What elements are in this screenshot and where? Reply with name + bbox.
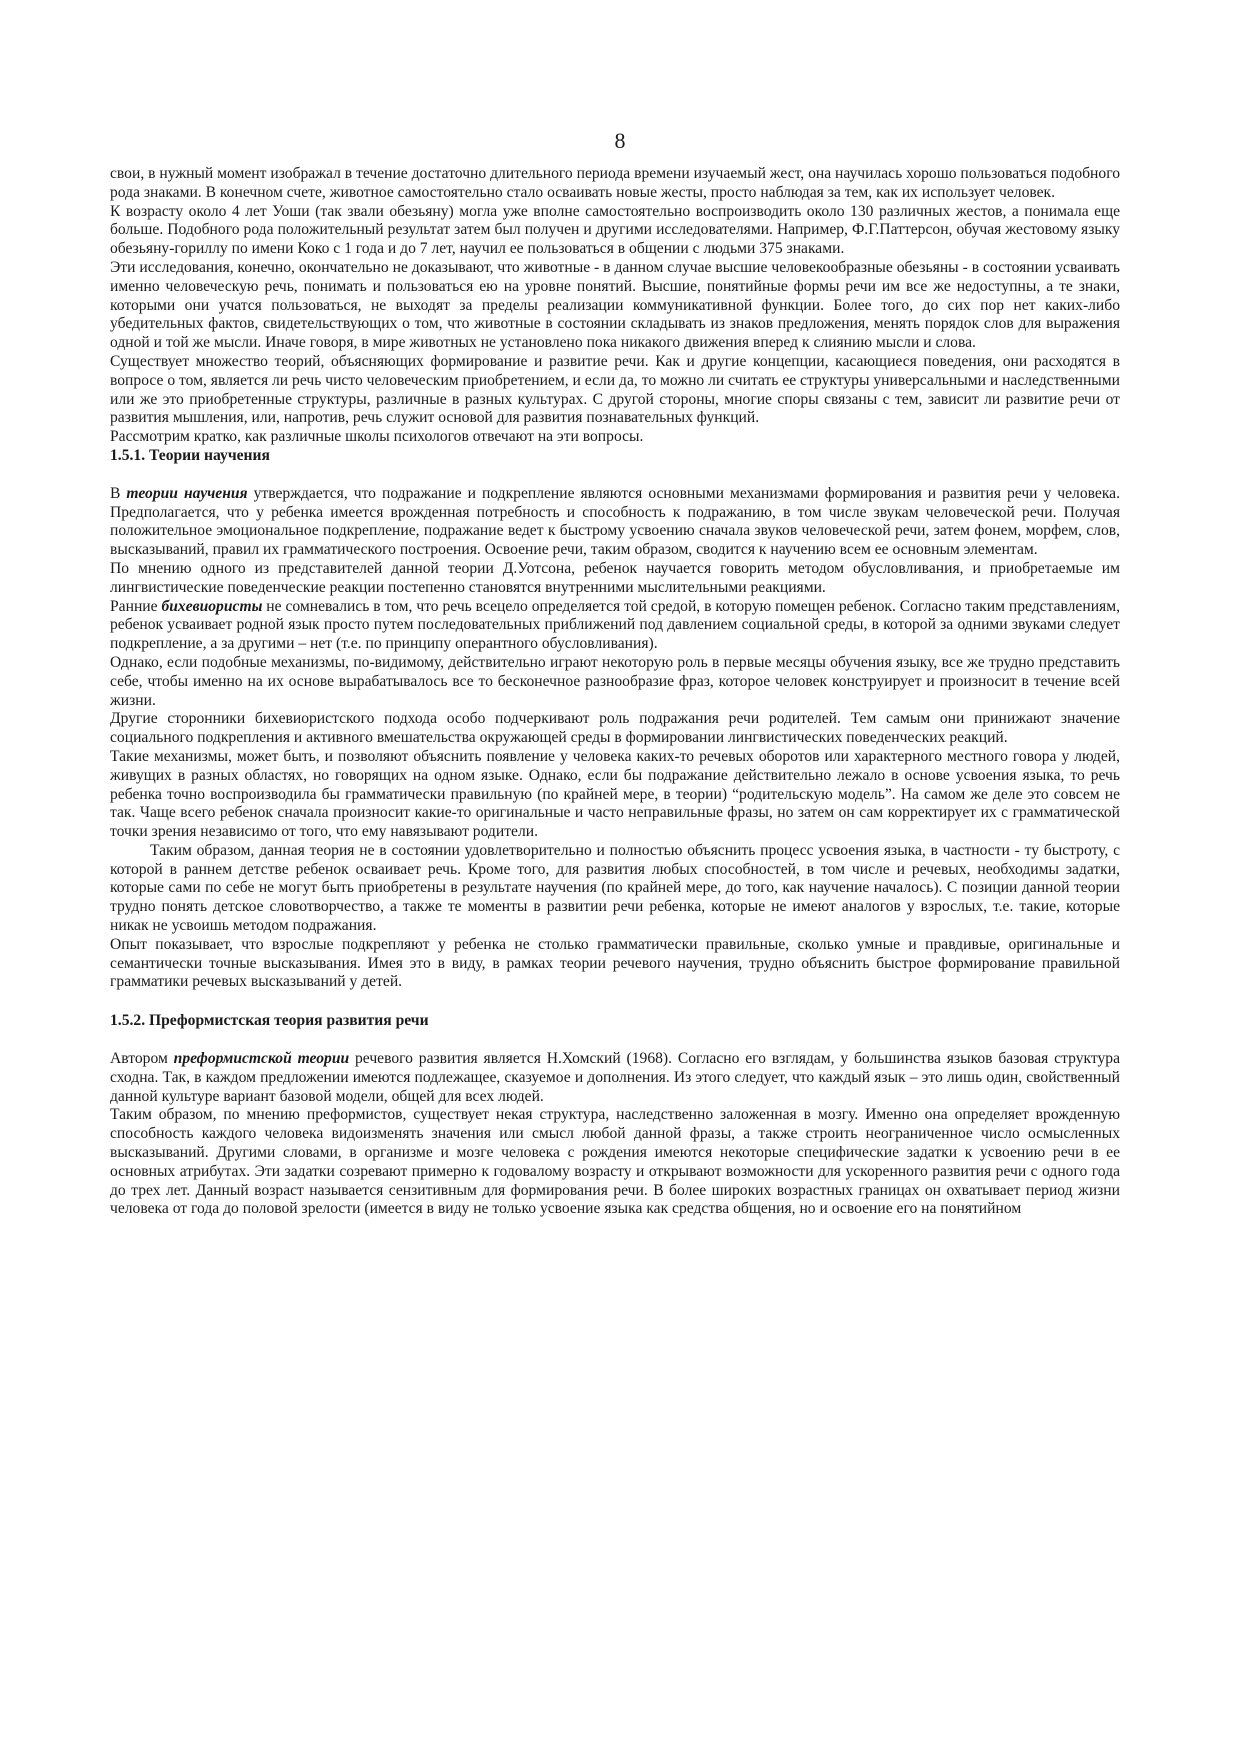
paragraph: Таким образом, данная теория не в состоянии удовлетворительно и полностью объяснить процесс усвоения языка, в частности - ту быстроту, с которой в раннем детстве ребенок осваивает речь. Кроме того, для развития любых способностей, в том числе и речевых, необходимы задатки, которые сами по себе не могут быть приобретены в результате научения (по крайней мере, до того, как научение началось). С позиции данной теории трудно понять детское словотворчество, а также те моменты в развитии речи ребенка, которые не имеют аналогов у взрослых, т.е. такие, которые никак не усвоишь методом подражания. bbox=[110, 841, 1120, 935]
paragraph bbox=[110, 598, 1120, 654]
paragraph: Рассмотрим кратко, как различные школы психологов отвечают на эти вопросы. bbox=[110, 428, 644, 446]
paragraph: Существует множество теорий, объясняющих формирование и развитие речи. Как и другие концепции, касающиеся поведения, они расходятся в вопросе о том, является ли речь чисто человеческим приобретением, и если да, то можно ли считать ее структуры универсальными и наследственными или же это приобретенные структуры, различные в разных культурах. С другой стороны, многие споры связаны с тем, зависит ли развитие речи от развития мышления, или, напротив, речь служит основой для развития познавательных функций. bbox=[110, 352, 1120, 427]
paragraph: К возрасту около 4 лет Уоши (так звали обезьяну) могла уже вполне самостоятельно воспроизводить около 130 различных жестов, а понимала еще больше. Подобного рода положительный результат затем был получен и другими исследователями. Например, Ф.Г.Паттерсон, обучая жестовому языку обезьяну-гориллу по имени Коко с 1 года и до 7 лет, научил ее пользоваться в общении с людьми 375 знаками. bbox=[110, 202, 1120, 258]
text-run: утверждается, что подражание и подкрепление являются основными механизмами формирования и развития речи у человека. Предполагается, что у ребенка имеется врожденная потребность и способность к подражанию, в том числе звукам человеческой речи. Получая положительное эмоциональное подкрепление, подражание ведет к быстрому усвоению сначала звуков человеческой речи, затем фонем, морфем, слов, высказываний, правил их грамматического построения. Освоение речи, таким образом, сводится к научению всем ее основным элементам. bbox=[110, 484, 1120, 559]
text-run: не сомневались в том, что речь всецело определяется той средой, в которую помещен ребенок. Согласно таким представлениям, ребенок усваивает родной язык просто путем последовательных приближений под давлением социальной среды, в которой за одними звуками следует подкрепление, а за другими – нет (т.е. по принципу оперантного обусловливания). bbox=[110, 597, 1120, 653]
paragraph bbox=[110, 1050, 1120, 1106]
page-number: 8 bbox=[614, 128, 626, 153]
text-run: речевого развития является Н.Хомский (1968). Согласно его взглядам, у большинства языков базовая структура сходна. Так, в каждом предложении имеются подлежащее, сказуемое и дополнения. Из этого следует, что каждый язык – это лишь один, свойственный данной культуре вариант базовой модели, общей для всех людей. bbox=[110, 1050, 1120, 1105]
text-run: В bbox=[110, 484, 127, 502]
term: теории научения bbox=[126, 484, 248, 502]
paragraph: Другие сторонники бихевиористского подхода особо подчеркивают роль подражания речи родителей. Тем самым они принижают значение социального подкрепления и активного вмешательства окружающей среды в формировании лингвистических поведенческих реакций. bbox=[110, 710, 1120, 747]
page-content bbox=[110, 165, 1120, 1219]
paragraph: свои, в нужный момент изображал в течение достаточно длительного периода времени изучаемый жест, она научилась хорошо пользоваться подобного рода знаками. В конечном счете, животное самостоятельно стало осваивать новые жесты, просто наблюдая за тем, как их использует человек. bbox=[110, 165, 1121, 201]
paragraph: Такие механизмы, может быть, и позволяют объяснить появление у человека каких-то речевых оборотов или характерного местного говора у людей, живущих в разных областях, но говорящих на одном языке. Однако, если бы подражание действительно лежало в основе усвоения языка, то речь ребенка точно воспроизводила бы грамматически правильную (по крайней мере, в теории) “родительскую модель”. На самом же деле это совсем не так. Чаще всего ребенок сначала произносит какие-то оригинальные и часто неправильные фразы, но затем он сам корректирует их с грамматической точки зрения независимо от того, что ему навязывают родители. bbox=[110, 747, 1120, 841]
section-heading-preformist-theory: 1.5.2. Преформистская теория развития речи bbox=[110, 1012, 429, 1030]
term: преформистской теории bbox=[173, 1050, 350, 1068]
term: бихевиористы bbox=[161, 597, 263, 615]
paragraph bbox=[110, 485, 1120, 560]
paragraph: По мнению одного из представителей данной теории Д.Уотсона, ребенок научается говорить методом обусловливания, и приобретаемые им лингвистические поведенческие реакции постепенно становятся внутренними мыслительными реакциями. bbox=[110, 559, 1120, 596]
paragraph: Таким образом, по мнению преформистов, существует некая структура, наследственно заложенная в мозгу. Именно она определяет врожденную способность каждого человека видоизменять значения или смысл любой данной фразы, а также строить неограниченное число осмысленных высказываний. Другими словами, в организме и мозге человека с рождения имеются некоторые специфические задатки к усвоению речи в ее основных атрибутах. Эти задатки созревают примерно к годовалому возрасту и открывают возможности для ускоренного развития речи с одного года до трех лет. Данный возраст называется сензитивным для формирования речи. В более широких возрастных границах он охватывает период жизни человека от года до половой зрелости (имеется в виду не только усвоение языка как средства общения, но и освоение его на понятийном bbox=[110, 1106, 1120, 1218]
paragraph: Опыт показывает, что взрослые подкрепляют у ребенка не столько грамматически правильные, сколько умные и правдивые, оригинальные и семантически точные высказывания. Имея это в виду, в рамках теории речевого научения, трудно объяснить быстрое формирование правильной грамматики речевых высказываний у детей. bbox=[110, 935, 1120, 991]
text-run: Автором bbox=[110, 1050, 174, 1068]
paragraph: Эти исследования, конечно, окончательно не доказывают, что животные - в данном случае высшие человекообразные обезьяны - в состоянии усваивать именно человеческую речь, понимать и пользоваться ею на уровне понятий. Высшие, понятийные формы речи им все же недоступны, а те знаки, которыми они учатся пользоваться, не выходят за пределы реализации коммуникативной функции. Более того, до сих пор нет каких-либо убедительных фактов, свидетельствующих о том, что животные в состоянии складывать из знаков предложения, менять порядок слов для выражения одной и той же мысли. Иначе говоря, в мире животных не установлено пока никакого движения вперед к слиянию мысли и слова. bbox=[110, 258, 1120, 352]
paragraph: Однако, если подобные механизмы, по-видимому, действительно играют некоторую роль в первые месяцы обучения языку, все же трудно представить себе, чтобы именно на их основе вырабатывалось все то бесконечное разнообразие фраз, которое человек конструирует и произносит в течение всей жизни. bbox=[110, 653, 1120, 709]
section-heading-learning-theories: 1.5.1. Теории научения bbox=[110, 446, 270, 464]
text-run: Ранние bbox=[110, 597, 162, 615]
